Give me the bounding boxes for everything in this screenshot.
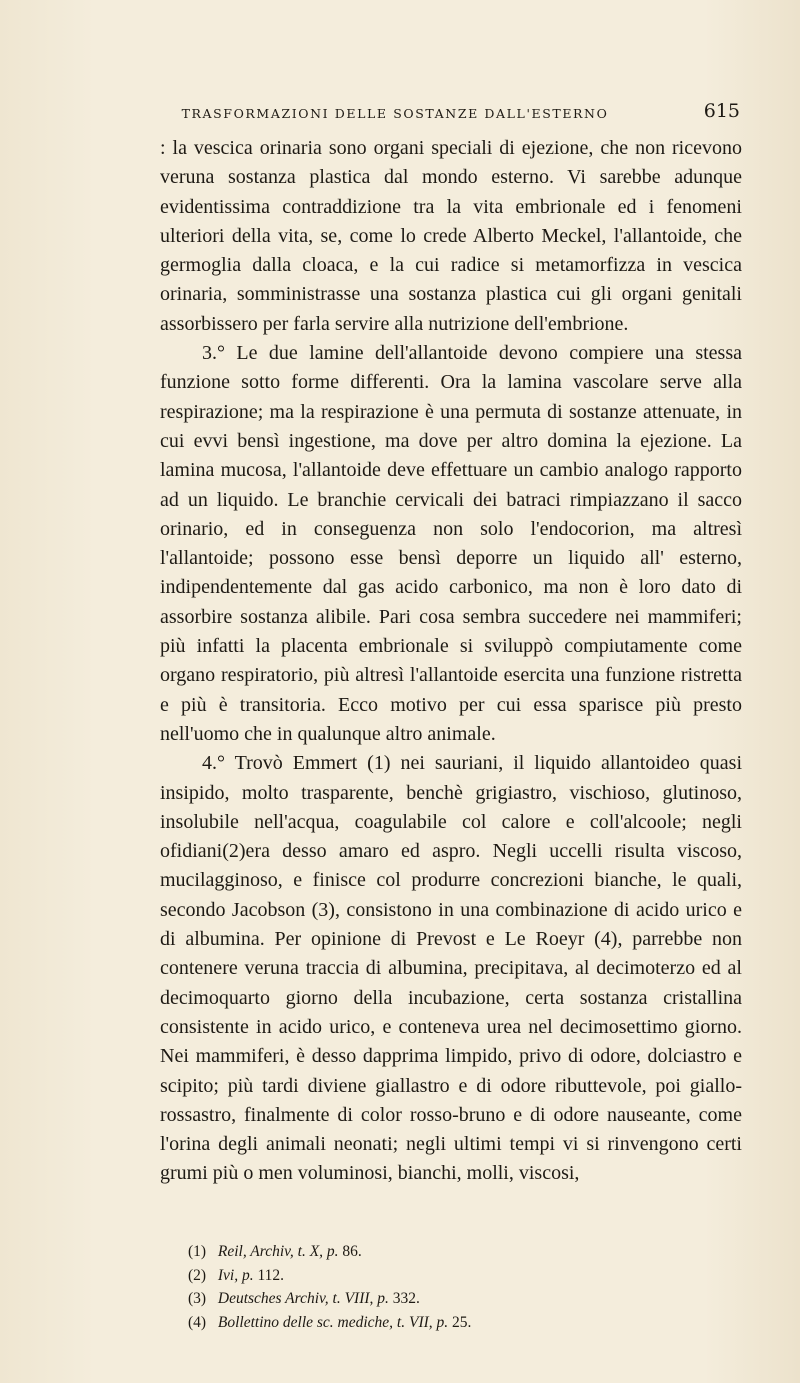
footnotes <box>188 1240 728 1334</box>
footnote-number: (2) <box>188 1266 207 1284</box>
footnote-source: Ivi, p. <box>217 1266 254 1284</box>
body-text <box>160 134 742 1189</box>
footnote-source: Deutsches Archiv, t. VIII, p. <box>217 1290 389 1307</box>
paragraph-continuation: : la vescica orinaria sono organi speciali di ejezione, che non ricevono veruna sostanza plastica dal mondo esterno. Vi sarebbe adunque evidentissima contraddizione tra la vita embrionale ed i fenomeni ulteriori della vita, se, come lo crede Alberto Meckel, l'allantoide, che germoglia dalla cloaca, e la cui radice si metamorfizza in vescica orinaria, somministrasse una sostanza plastica cui gli organi genitali assorbissero per farla servire alla nutrizione dell'embrione. <box>160 137 742 335</box>
footnote-source: Reil, Archiv, t. X, p. <box>217 1243 339 1260</box>
footnote-source: Bollettino delle sc. mediche, t. VII, p. <box>217 1313 449 1331</box>
footnote-number: (4) <box>188 1313 207 1331</box>
footnote-4 <box>188 1311 728 1335</box>
running-header <box>160 96 740 126</box>
page-number: 615 <box>703 100 740 122</box>
footnote-page: 25. <box>448 1313 472 1331</box>
footnote-2 <box>188 1264 728 1288</box>
paragraph-4: 4.° Trovò Emmert (1) nei sauriani, il liquido allantoideo quasi insipido, molto trasparente, benchè grigiastro, vischioso, glutinoso, insolubile nell'acqua, coagulabile col calore e coll'alcoole; negli ofidiani(2)era desso amaro ed aspro. Negli uccelli risulta viscoso, mucilagginoso, e finisce col produrre concrezioni bianche, le quali, secondo Jacobson (3), consistono in una combinazione di acido urico e di albumina. Per opinione di Prevost e Le Roeyr (4), parrebbe non contenere veruna traccia di albumina, precipitava, al decimoterzo ed al decimoquarto giorno della incubazione, certa sostanza cristallina consistente in acido urico, e conteneva urea nel decimosettimo giorno. Nei mammiferi, è desso dapprima limpido, privo di odore, dolciastro e scipito; più tardi diviene giallastro e di odore ributtevole, poi giallo-rossastro, finalmente di color rosso-bruno e di odore nauseante, come l'orina degli animali neonati; negli ultimi tempi vi si rinvengono certi grumi più o men voluminosi, bianchi, molli, viscosi, <box>160 752 742 1185</box>
running-title: TRASFORMAZIONI DELLE SOSTANZE DALL'ESTERNO <box>181 106 609 121</box>
footnote-page: 332. <box>388 1290 420 1307</box>
paragraph-3: 3.° Le due lamine dell'allantoide devono compiere una stessa funzione sotto forme differenti. Ora la lamina vascolare serve alla respirazione; ma la respirazione è una permuta di sostanze attenuate, in cui evvi bensì ingestione, ma dove per altro domina la ejezione. La lamina mucosa, l'allantoide deve effettuare un cambio analogo rapporto ad un liquido. Le branchie cervicali dei batraci rimpiazzano il sacco orinario, ed in conseguenza non solo l'endocorion, ma altresì l'allantoide; possono esse bensì deporre un liquido all' esterno, indipendentemente dal gas acido carbonico, ma non è loro dato di assorbire sostanza alibile. Pari cosa sembra succedere nei mammiferi; più infatti la placenta embrionale si sviluppò compiutamente come organo respiratorio, più altresì l'allantoide esercita una funzione ristretta e più è transitoria. Ecco motivo per cui essa sparisce più presto nell'uomo che in qualunque altro animale. <box>160 342 742 745</box>
footnote-number: (3) <box>188 1290 207 1307</box>
footnote-number: (1) <box>188 1243 207 1260</box>
footnote-page: 86. <box>338 1243 362 1260</box>
footnote-page: 112. <box>253 1266 285 1284</box>
footnote-1 <box>188 1240 728 1264</box>
footnote-3 <box>188 1287 728 1311</box>
